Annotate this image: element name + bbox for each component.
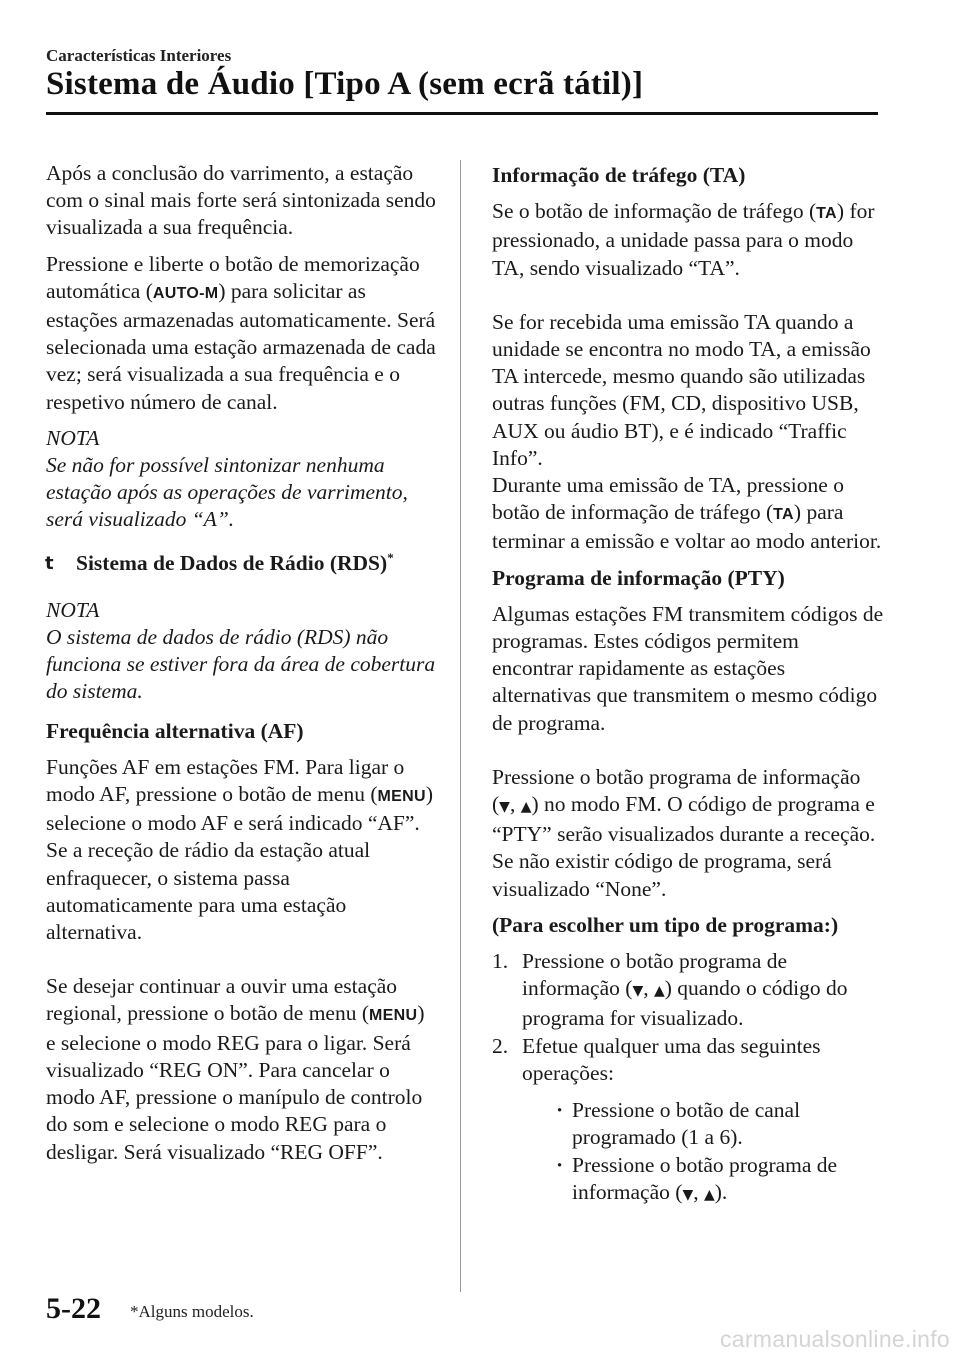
- pty-press-paragraph: [492, 764, 884, 903]
- text-segment: Pressione o botão programa de informação (: [572, 1152, 838, 1204]
- text-segment: ) e selecione o modo REG para o ligar. Será visualizado “REG ON”. Para cancelar o modo AF, pressione o manípulo de controlo do som e selecione o modo REG para o desligar. Será visualizado “REG OFF”.: [46, 1001, 425, 1164]
- scan-result-paragraph: Após a conclusão do varrimento, a estação com o sinal mais forte será sintonizada sendo visualizada a sua frequência.: [46, 161, 436, 240]
- text-segment: ,: [509, 792, 521, 817]
- list-item: [492, 1033, 884, 1209]
- ta-emission-paragraph: Se for recebida uma emissão TA quando a unidade se encontra no modo TA, a emissão TA intercede, mesmo quando são utilizadas outras funções (FM, CD, dispositivo USB, AUX ou áudio BT), e é indicado “Traffic Info”.: [492, 309, 871, 470]
- text-segment: ) quando o código do programa for visualizado.: [522, 976, 848, 1031]
- steps-list: [492, 948, 884, 1209]
- down-arrow-icon: ▼: [499, 799, 510, 816]
- text-segment: Pressione e liberte o botão de memorização automática (: [46, 251, 420, 303]
- list-item: [554, 1097, 884, 1151]
- step-number: 2.: [492, 1033, 509, 1058]
- ta-button-icon: TA: [816, 205, 837, 223]
- text-segment: Funções AF em estações FM. Para ligar o modo AF, pressione o botão de menu (: [46, 754, 405, 807]
- af-heading: Frequência alternativa (AF): [46, 718, 304, 743]
- list-item: [492, 948, 884, 1033]
- text-segment: ) no modo FM. O código de programa e “PTY” serão visualizados durante a receção. Se não existir código de programa, será visualizado “None”.: [492, 792, 876, 901]
- rds-section-heading: [46, 550, 438, 577]
- text-segment: Pressione o botão de canal programado (1 a 6).: [572, 1098, 801, 1150]
- page-number: 5-22: [46, 1292, 101, 1325]
- note-body: O sistema de dados de rádio (RDS) não funciona se estiver fora da área de cobertura do sistema.: [46, 625, 436, 704]
- watermark: carmanualsonline.info: [719, 1326, 950, 1352]
- text-segment: ) selecione o modo AF e será indicado “AF”. Se a receção de rádio da estação atual enfraquecer, o sistema passa automaticamente para uma estação alternativa.: [46, 782, 433, 945]
- text-segment: Se desejar continuar a ouvir uma estação regional, pressione o botão de menu (: [46, 974, 398, 1026]
- pty-paragraph: Algumas estações FM transmitem códigos de programas. Estes códigos permitem encontrar rapidamente as estações alternativas que transmitem o mesmo código de programa.: [492, 601, 884, 735]
- text-segment: Pressione o botão programa de informação (: [492, 764, 861, 817]
- note-heading: NOTA: [46, 425, 100, 450]
- left-column: [46, 160, 438, 1175]
- text-segment: ) para solicitar as estações armazenadas automaticamente. Será selecionada uma estação armazenada de cada vez; será visualizada a sua frequência e o respetivo número de canal.: [46, 278, 436, 414]
- down-arrow-icon: ▼: [682, 1186, 694, 1203]
- footnote: *Alguns modelos.: [130, 1302, 254, 1321]
- column-divider: [460, 160, 461, 1292]
- text-segment: ) para terminar a emissão e voltar ao modo anterior.: [492, 500, 882, 554]
- section-label: Características Interiores: [46, 46, 232, 65]
- ta-end-paragraph: [492, 472, 884, 556]
- step-number: 1.: [492, 949, 509, 974]
- af-paragraph: [46, 754, 438, 946]
- auto-m-button-icon: AUTO-M: [152, 284, 219, 302]
- text-segment: ,: [693, 1179, 704, 1204]
- footnote-asterisk: *: [387, 549, 394, 565]
- text-segment: Efetue qualquer uma das seguintes operações:: [522, 1033, 821, 1085]
- bullet-list: [522, 1097, 884, 1209]
- list-item: [554, 1152, 884, 1209]
- rds-heading-text: Sistema de Dados de Rádio (RDS): [76, 550, 388, 575]
- menu-button-icon: MENU: [377, 788, 426, 806]
- text-segment: Pressione o botão programa de informação (: [522, 949, 788, 1001]
- up-arrow-icon: ▲: [703, 1186, 715, 1203]
- right-column: [492, 160, 884, 1209]
- text-segment: ,: [643, 976, 654, 1001]
- bullet-icon: ·: [556, 1152, 564, 1177]
- choose-program-heading: (Para escolher um tipo de programa:): [492, 912, 839, 937]
- section-marker-icon: t: [45, 552, 54, 574]
- title-rule: [46, 112, 878, 115]
- text-segment: Se o botão de informação de tráfego (: [492, 199, 817, 224]
- down-arrow-icon: ▼: [632, 983, 644, 1000]
- bullet-icon: ·: [556, 1098, 564, 1123]
- text-segment: ).: [714, 1179, 728, 1204]
- text-segment: ) for pressionado, a unidade passa para o modo TA, sendo visualizado “TA”.: [492, 199, 875, 280]
- menu-button-icon: MENU: [369, 1007, 418, 1025]
- ta-heading: Informação de tráfego (TA): [492, 163, 746, 187]
- note-body: Se não for possível sintonizar nenhuma estação após as operações de varrimento, será visualizado “A”.: [46, 453, 408, 532]
- note-heading: NOTA: [46, 597, 100, 622]
- pty-heading: Programa de informação (PTY): [492, 565, 785, 590]
- reg-paragraph: [46, 973, 438, 1165]
- ta-paragraph: [492, 198, 884, 282]
- text-segment: Durante uma emissão de TA, pressione o botão de informação de tráfego (: [492, 473, 844, 525]
- page-title: Sistema de Áudio [Tipo A (sem ecrã tátil)]: [46, 66, 644, 102]
- auto-memory-paragraph: [46, 251, 438, 416]
- up-arrow-icon: ▲: [520, 799, 532, 816]
- up-arrow-icon: ▲: [653, 983, 665, 1000]
- ta-button-icon: TA: [773, 506, 794, 524]
